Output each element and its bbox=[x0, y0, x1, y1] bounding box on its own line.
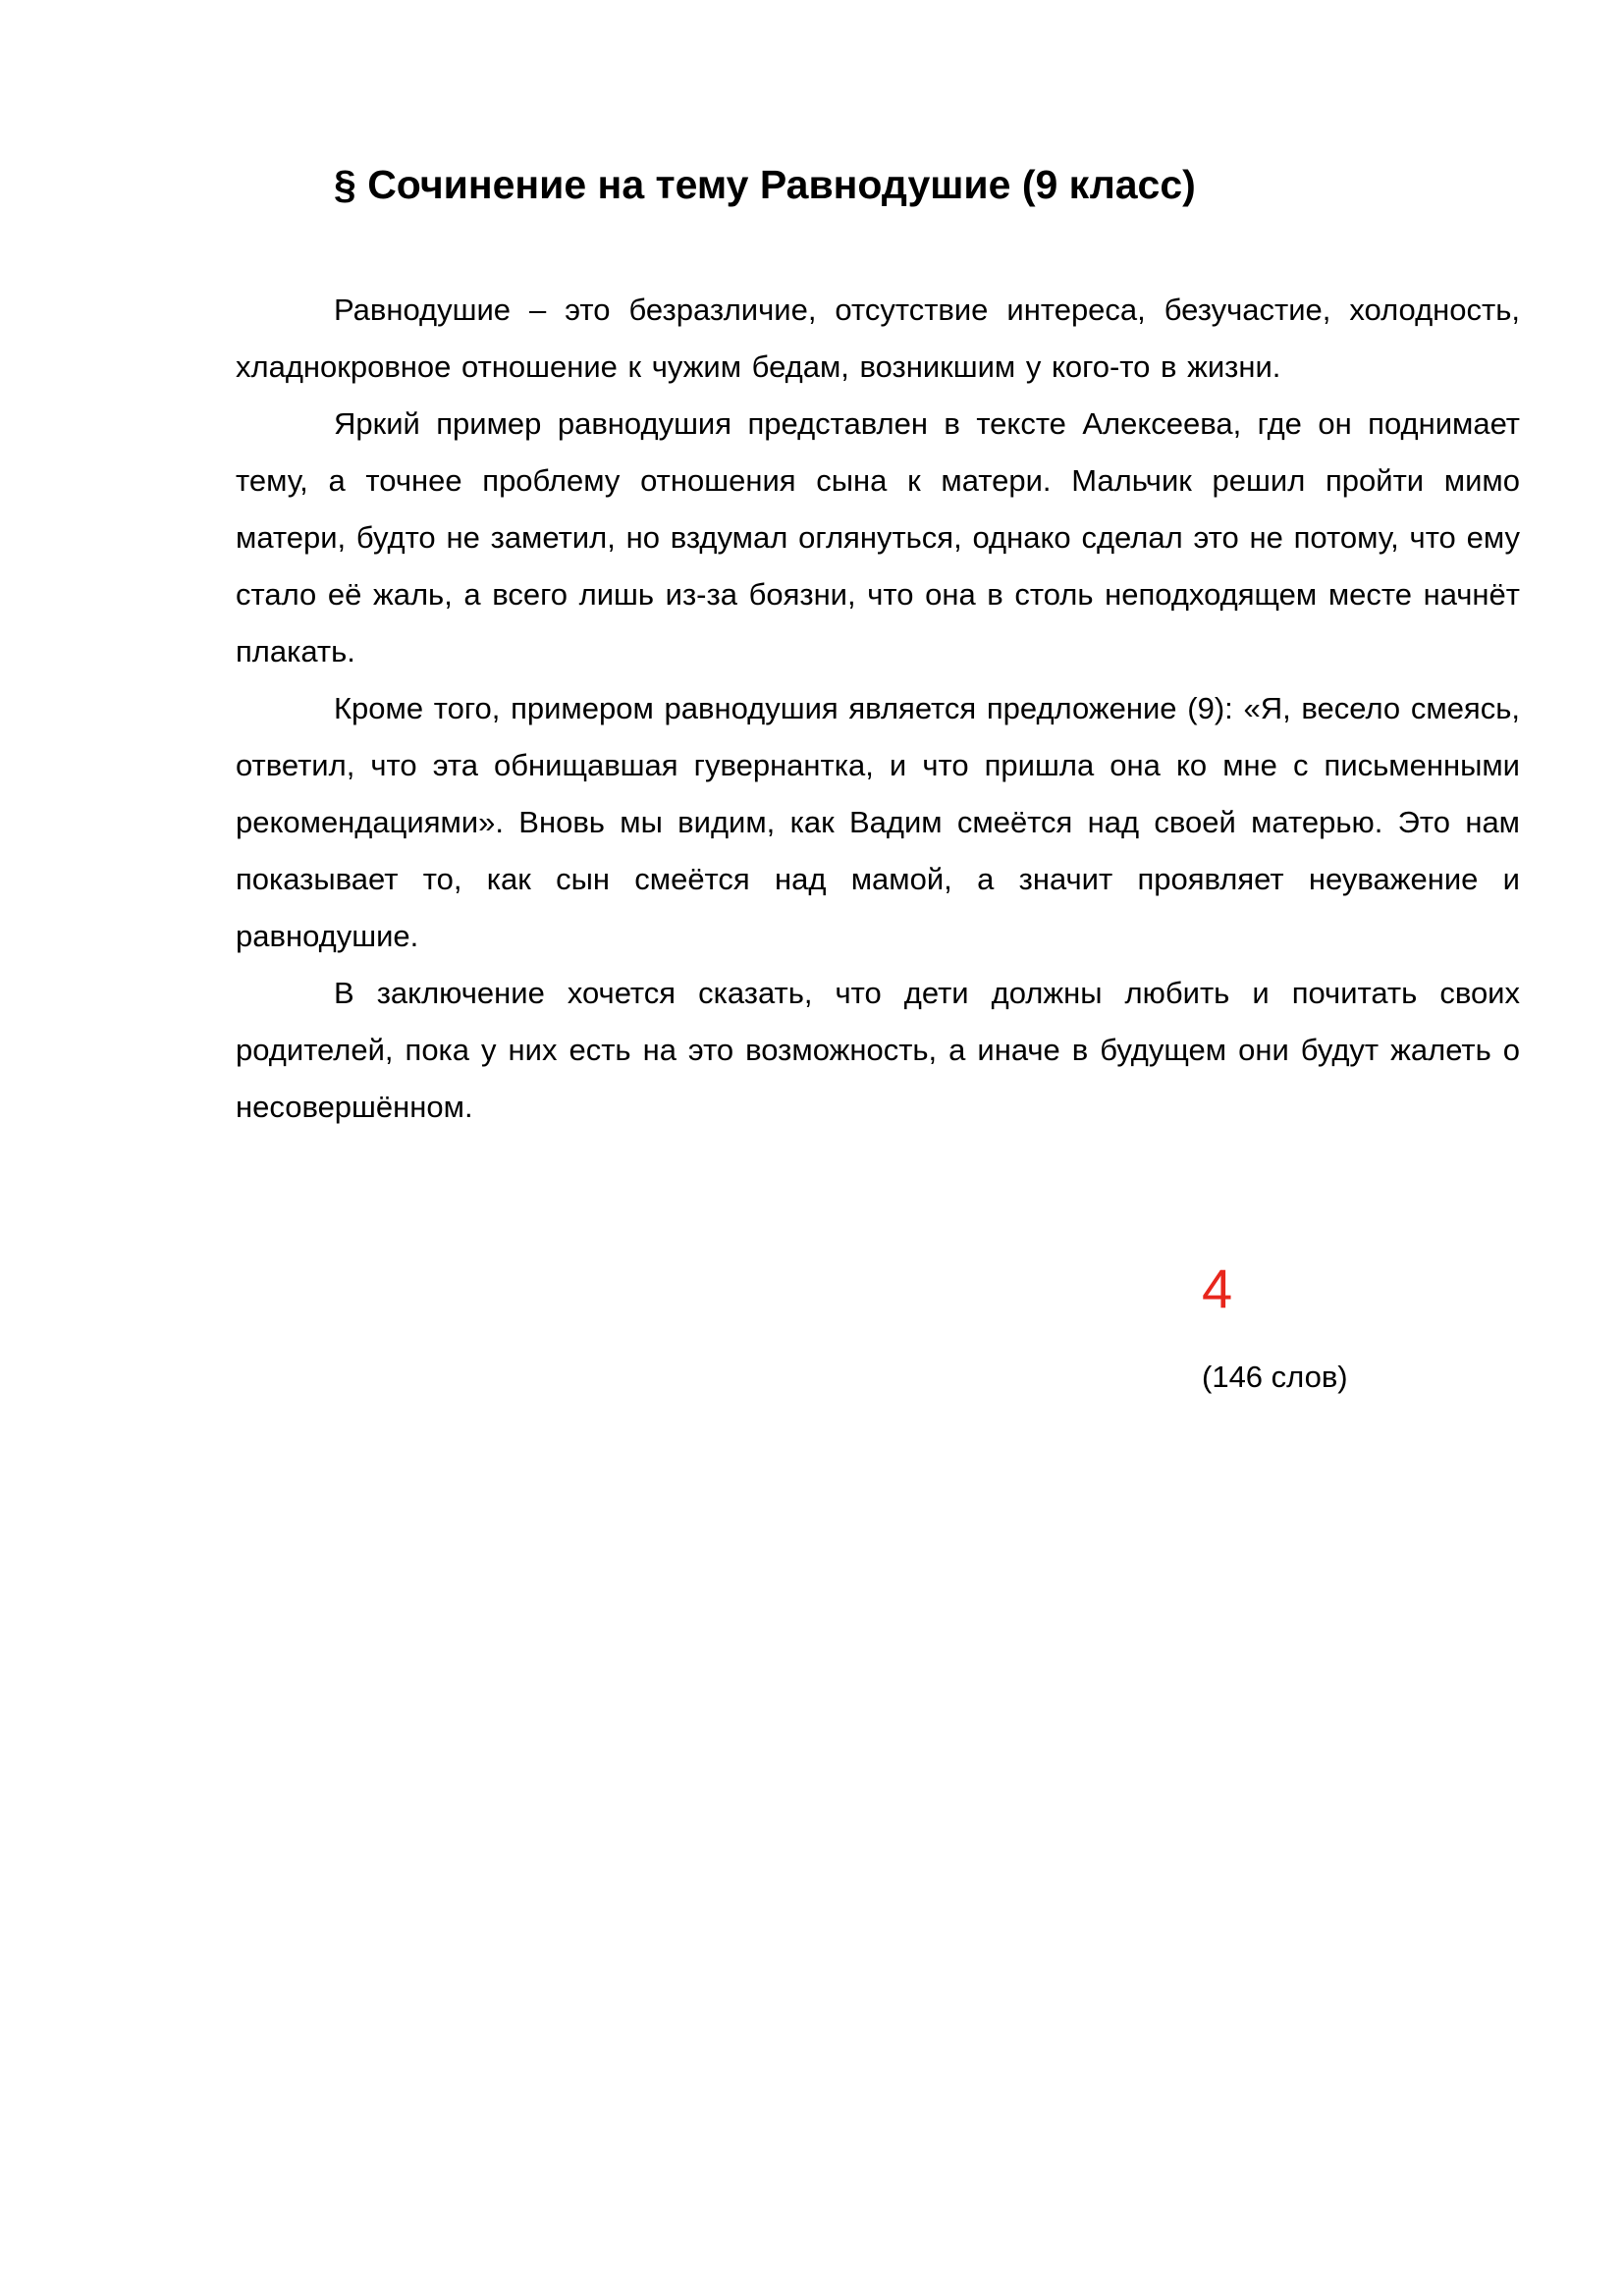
word-count: (146 слов) bbox=[1202, 1360, 1348, 1394]
essay-paragraph-4: В заключение хочется сказать, что дети должны любить и почитать своих родителей, пока у них есть на это возможность, а иначе в будущем они будут жалеть о несовершённом. bbox=[236, 976, 1520, 1124]
essay-paragraph-3: Кроме того, примером равнодушия является предложение (9): «Я, весело смеясь, ответил, что эта обнищавшая гувернантка, и что пришла она ко мне с письменными рекомендациями». Вновь мы видим, как Вадим смеётся над своей матерью. Это нам показывает то, как сын смеётся над мамой, а значит проявляет неуважение и равнодушие. bbox=[236, 691, 1520, 953]
essay-body bbox=[236, 282, 1520, 1136]
page-title: § Сочинение на тему Равнодушие (9 класс) bbox=[334, 162, 1196, 207]
essay-paragraph-2: Яркий пример равнодушия представлен в тексте Алексеева, где он поднимает тему, а точнее проблему отношения сына к матери. Мальчик решил пройти мимо матери, будто не заметил, но вздумал оглянуться, однако сделал это не потому, что ему стало её жаль, а всего лишь из-за боязни, что она в столь неподходящем месте начнёт плакать. bbox=[236, 406, 1520, 668]
essay-paragraph-1: Равнодушие – это безразличие, отсутствие интереса, безучастие, холодность, хладнокровное отношение к чужим бедам, возникшим у кого-то в жизни. bbox=[236, 293, 1520, 384]
grade-mark: 4 bbox=[1202, 1257, 1233, 1319]
